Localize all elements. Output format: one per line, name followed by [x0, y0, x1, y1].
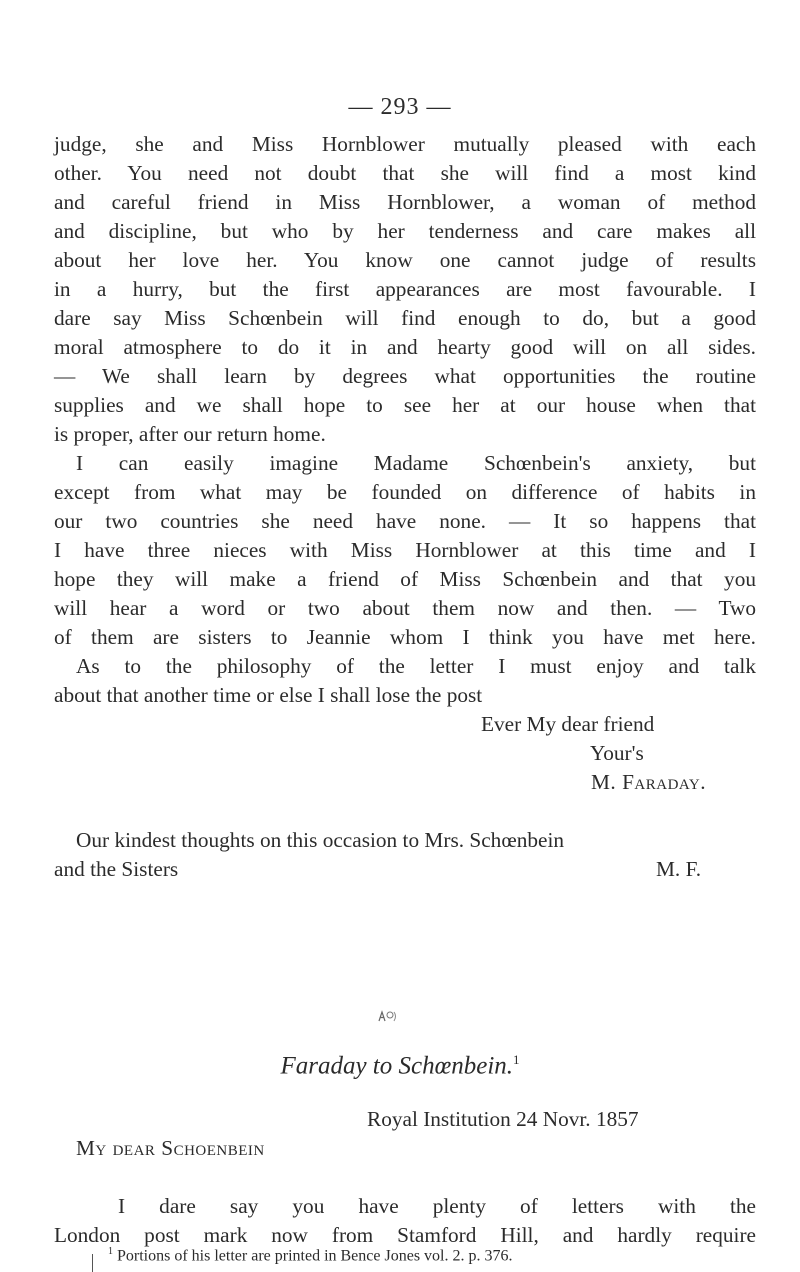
- footnote-ref: 1: [513, 1052, 520, 1067]
- text-line: about her love her. You know one cannot judge of results: [54, 248, 756, 272]
- text-line: London post mark now from Stamford Hill, and hardly require: [54, 1223, 756, 1247]
- postscript-line-2: and the Sisters: [54, 857, 179, 881]
- text-line: and discipline, but who by her tenderness and care makes all: [54, 219, 756, 243]
- text-line: dare say Miss Schœnbein will find enough to do, but a good: [54, 306, 756, 330]
- text-line: supplies and we shall hope to see her at our house when that: [54, 393, 756, 417]
- text-line: of them are sisters to Jeannie whom I think you have met here.: [54, 625, 756, 649]
- footnote-number: 1: [108, 1246, 113, 1257]
- text-line: I dare say you have plenty of letters with the: [118, 1194, 756, 1218]
- margin-mark: [92, 1254, 93, 1272]
- text-line: I have three nieces with Miss Hornblower at this time and I: [54, 538, 756, 562]
- letter-heading: [0, 1052, 800, 1080]
- text-line: I can easily imagine Madame Schœnbein's anxiety, but: [76, 451, 756, 475]
- footnote-text: Portions of his letter are printed in Bence Jones vol. 2. p. 376.: [117, 1247, 513, 1265]
- text-line: our two countries she need have none. — It so happens that: [54, 509, 756, 533]
- signature: M. Faraday.: [591, 770, 707, 794]
- text-line: judge, she and Miss Hornblower mutually pleased with each: [54, 132, 756, 156]
- footnote: [108, 1246, 512, 1265]
- salutation: My dear Schoenbein: [76, 1136, 265, 1160]
- text-line: moral atmosphere to do it in and hearty good will on all sides.: [54, 335, 756, 359]
- text-line: — We shall learn by degrees what opportunities the routine: [54, 364, 756, 388]
- text-line: will hear a word or two about them now and then. — Two: [54, 596, 756, 620]
- postscript-initials: M. F.: [656, 857, 702, 881]
- closing-line-1: Ever My dear friend: [481, 712, 655, 736]
- paragraph-3: [54, 1192, 756, 1250]
- text-line: and careful friend in Miss Hornblower, a woman of method: [54, 190, 756, 214]
- text-line: except from what may be founded on difference of habits in: [54, 480, 756, 504]
- text-line: hope they will make a friend of Miss Schœnbein and that you: [54, 567, 756, 591]
- ornament-icon: [377, 1009, 399, 1023]
- paragraph-1: [54, 130, 756, 449]
- letter-heading-title: Faraday to Schœnbein.: [280, 1052, 514, 1080]
- text-line: is proper, after our return home.: [54, 422, 326, 446]
- text-line: about that another time or else I shall lose the post: [54, 683, 483, 707]
- paragraph-2: [54, 449, 756, 710]
- postscript-line-1: Our kindest thoughts on this occasion to Mrs. Schœnbein: [76, 828, 565, 852]
- page-number: — 293 —: [348, 94, 452, 120]
- closing-line-2: Your's: [590, 741, 644, 765]
- text-line: As to the philosophy of the letter I must enjoy and talk: [76, 654, 756, 678]
- letter-address: Royal Institution 24 Novr. 1857: [367, 1107, 639, 1131]
- text-line: other. You need not doubt that she will find a most kind: [54, 161, 756, 185]
- text-line: in a hurry, but the first appearances are most favourable. I: [54, 277, 756, 301]
